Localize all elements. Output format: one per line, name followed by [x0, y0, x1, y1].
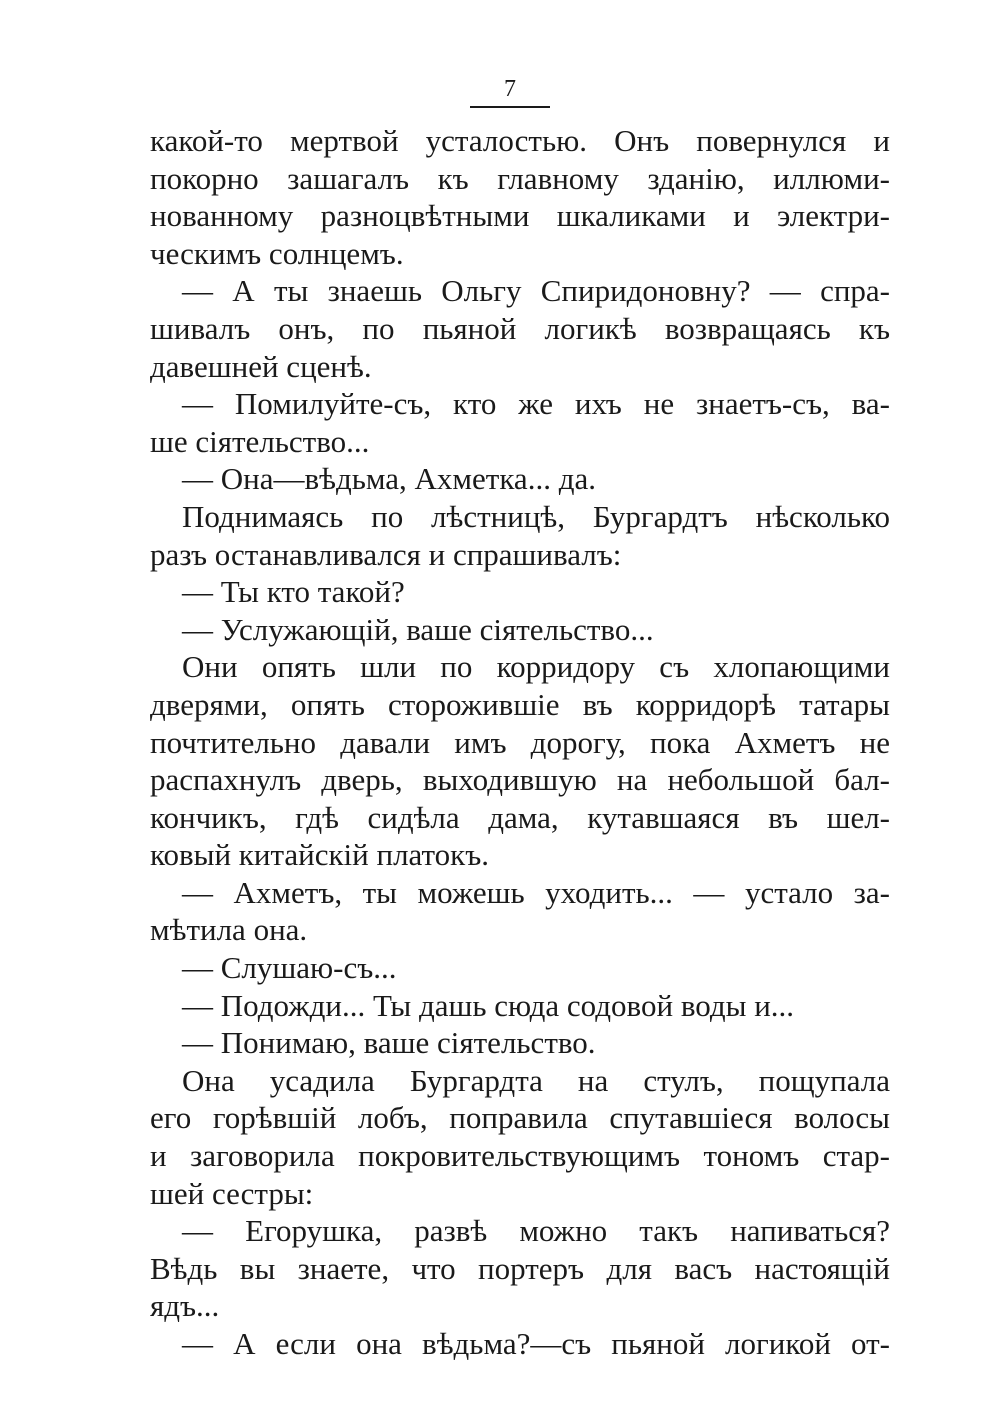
text-line: Она усадила Бургардта на стулъ, пощупала: [182, 1062, 890, 1098]
text-line: — Понимаю, ваше сіятельство.: [182, 1025, 596, 1061]
text-line: Поднимаясь по лѣстницѣ, Бургардтъ нѣсколько: [182, 498, 890, 534]
text-line: кончикъ, гдѣ сидѣла дама, кутавшаяся въ шел-: [150, 799, 890, 835]
text-line: почтительно давали имъ дорогу, пока Ахметъ не: [150, 724, 890, 760]
text-line: и заговорила покровительствующимъ тономъ стар-: [150, 1138, 890, 1174]
text-line: ковый китайскій платокъ.: [150, 837, 489, 873]
text-line: ческимъ солнцемъ.: [150, 235, 404, 271]
page-number: 7: [470, 74, 550, 108]
text-line: — Она—вѣдьма, Ахметка... да.: [182, 461, 596, 497]
text-line: распахнулъ дверь, выходившую на небольшой бал-: [150, 762, 890, 798]
text-line: ше сіятельство...: [150, 423, 370, 459]
text-line: — Услужающій, ваше сіятельство...: [182, 611, 654, 647]
text-line: — Слушаю-съ...: [182, 950, 397, 986]
text-line: — А ты знаешь Ольгу Спиридоновну? — спра-: [182, 273, 890, 309]
text-line: давешней сценѣ.: [150, 348, 372, 384]
text-line: — Ахметъ, ты можешь уходить... — устало за-: [182, 874, 890, 910]
text-line: — Ты кто такой?: [182, 574, 405, 610]
text-line: Вѣдь вы знаете, что портеръ для васъ настоящій: [150, 1250, 890, 1286]
text-line: шей сестры:: [150, 1175, 314, 1211]
body-text: [150, 122, 890, 1363]
text-line: разъ останавливался и спрашивалъ:: [150, 536, 622, 572]
text-line: Они опять шли по корридору съ хлопающими: [182, 649, 890, 685]
text-line: покорно зашагалъ къ главному зданію, иллюми-: [150, 160, 890, 196]
text-line: какой-то мертвой усталостью. Онъ повернулся и: [150, 123, 890, 158]
text-line: шивалъ онъ, по пьяной логикѣ возвращаясь къ: [150, 310, 890, 346]
text-line: ядъ...: [150, 1288, 220, 1324]
text-line: — Подожди... Ты дашь сюда содовой воды и...: [182, 987, 795, 1023]
text-line: — Помилуйте-съ, кто же ихъ не знаетъ-съ, ва-: [182, 386, 890, 422]
text-line: — А если она вѣдьма?—съ пьяной логикой от-: [182, 1326, 890, 1361]
text-line: мѣтила она.: [150, 912, 308, 948]
text-line: его горѣвшій лобъ, поправила спутавшіеся волосы: [150, 1100, 890, 1136]
text-line: нованному разноцвѣтными шкаликами и электри-: [150, 198, 890, 234]
text-line: — Егорушка, развѣ можно такъ напиваться?: [182, 1213, 890, 1249]
text-line: дверями, опять сторожившіе въ корридорѣ татары: [150, 686, 890, 722]
